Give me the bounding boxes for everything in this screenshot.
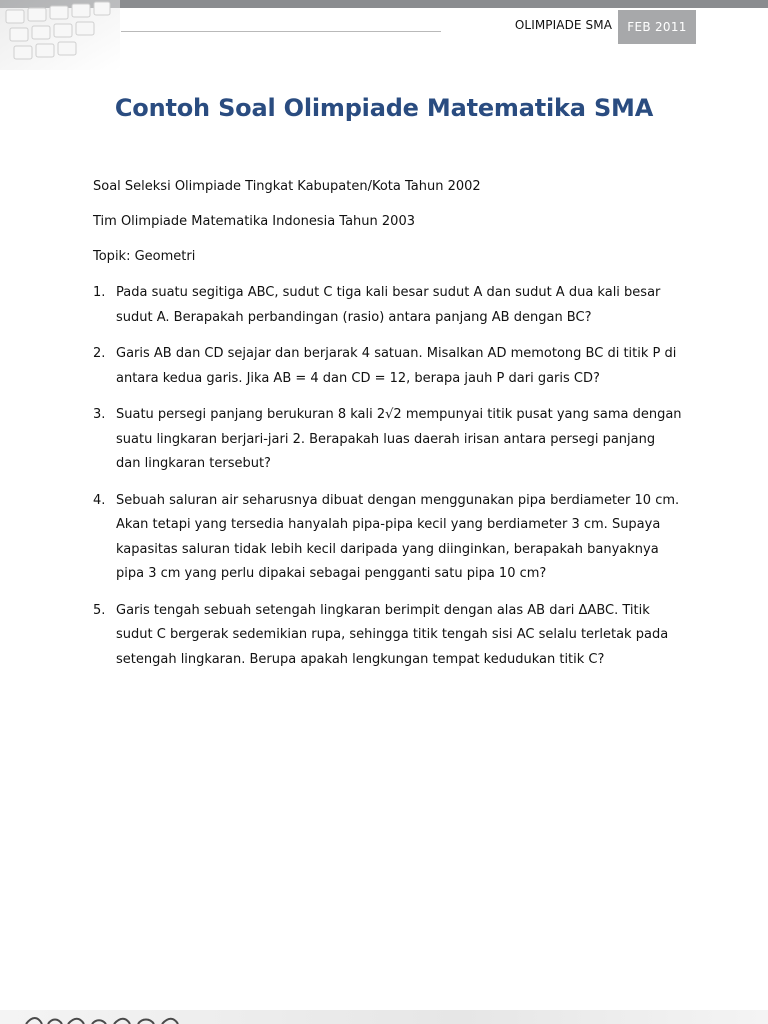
- problem-list: [93, 281, 683, 684]
- problem-number: 5.: [93, 602, 106, 618]
- problem-number: 4.: [93, 492, 106, 508]
- header-label: OLIMPIADE SMA: [514, 18, 612, 32]
- problem-number: 2.: [93, 346, 106, 361]
- keyboard-image: [0, 0, 120, 70]
- problem-item: [93, 489, 683, 587]
- page-title: Contoh Soal Olimpiade Matematika SMA: [114, 94, 654, 122]
- header-date-badge: FEB 2011: [618, 10, 696, 44]
- problem-text: Suatu persegi panjang berukuran 8 kali 2√2 mempunyai titik pusat yang sama dengan suatu lingkaran berjari-jari 2. Berapakah luas daerah irisan antara persegi panjang dan lingkaran tersebut?: [116, 407, 682, 471]
- problem-item: [93, 281, 683, 330]
- problem-text: Garis tengah sebuah setengah lingkaran berimpit dengan alas AB dari ΔABC. Titik sudut C bergerak sedemikian rupa, sehingga titik tengah sisi AC selalu terletak pada setengah lingkaran. Berupa apakah lengkungan tempat kedudukan titik C?: [116, 602, 669, 667]
- problem-text: Sebuah saluran air seharusnya dibuat dengan menggunakan pipa berdiameter 10 cm. Akan tetapi yang tersedia hanyalah pipa-pipa kecil yang berdiameter 3 cm. Supaya kapasitas saluran tidak lebih kecil daripada yang diinginkan, berapakah banyaknya pipa 3 cm yang perlu dipakai sebagai pengganti satu pipa 10 cm?: [116, 492, 680, 581]
- meta-source: Soal Seleksi Olimpiade Tingkat Kabupaten/Kota Tahun 2002: [93, 179, 481, 194]
- problem-number: 1.: [93, 285, 106, 300]
- footer-script-decoration: [22, 1014, 222, 1024]
- problem-text: Pada suatu segitiga ABC, sudut C tiga kali besar sudut A dan sudut A dua kali besar sudut A. Berapakah perbandingan (rasio) antara panjang AB dengan BC?: [116, 285, 661, 325]
- meta-topic: Topik: Geometri: [93, 249, 196, 264]
- problem-number: 3.: [93, 407, 106, 422]
- problem-item: [93, 342, 683, 391]
- problem-item: [93, 403, 683, 477]
- problem-text: Garis AB dan CD sejajar dan berjarak 4 satuan. Misalkan AD memotong BC di titik P di antara kedua garis. Jika AB = 4 dan CD = 12, berapa jauh P dari garis CD?: [116, 346, 677, 386]
- problem-item: [93, 599, 683, 673]
- meta-team: Tim Olimpiade Matematika Indonesia Tahun 2003: [93, 214, 415, 229]
- header-divider: [121, 31, 441, 32]
